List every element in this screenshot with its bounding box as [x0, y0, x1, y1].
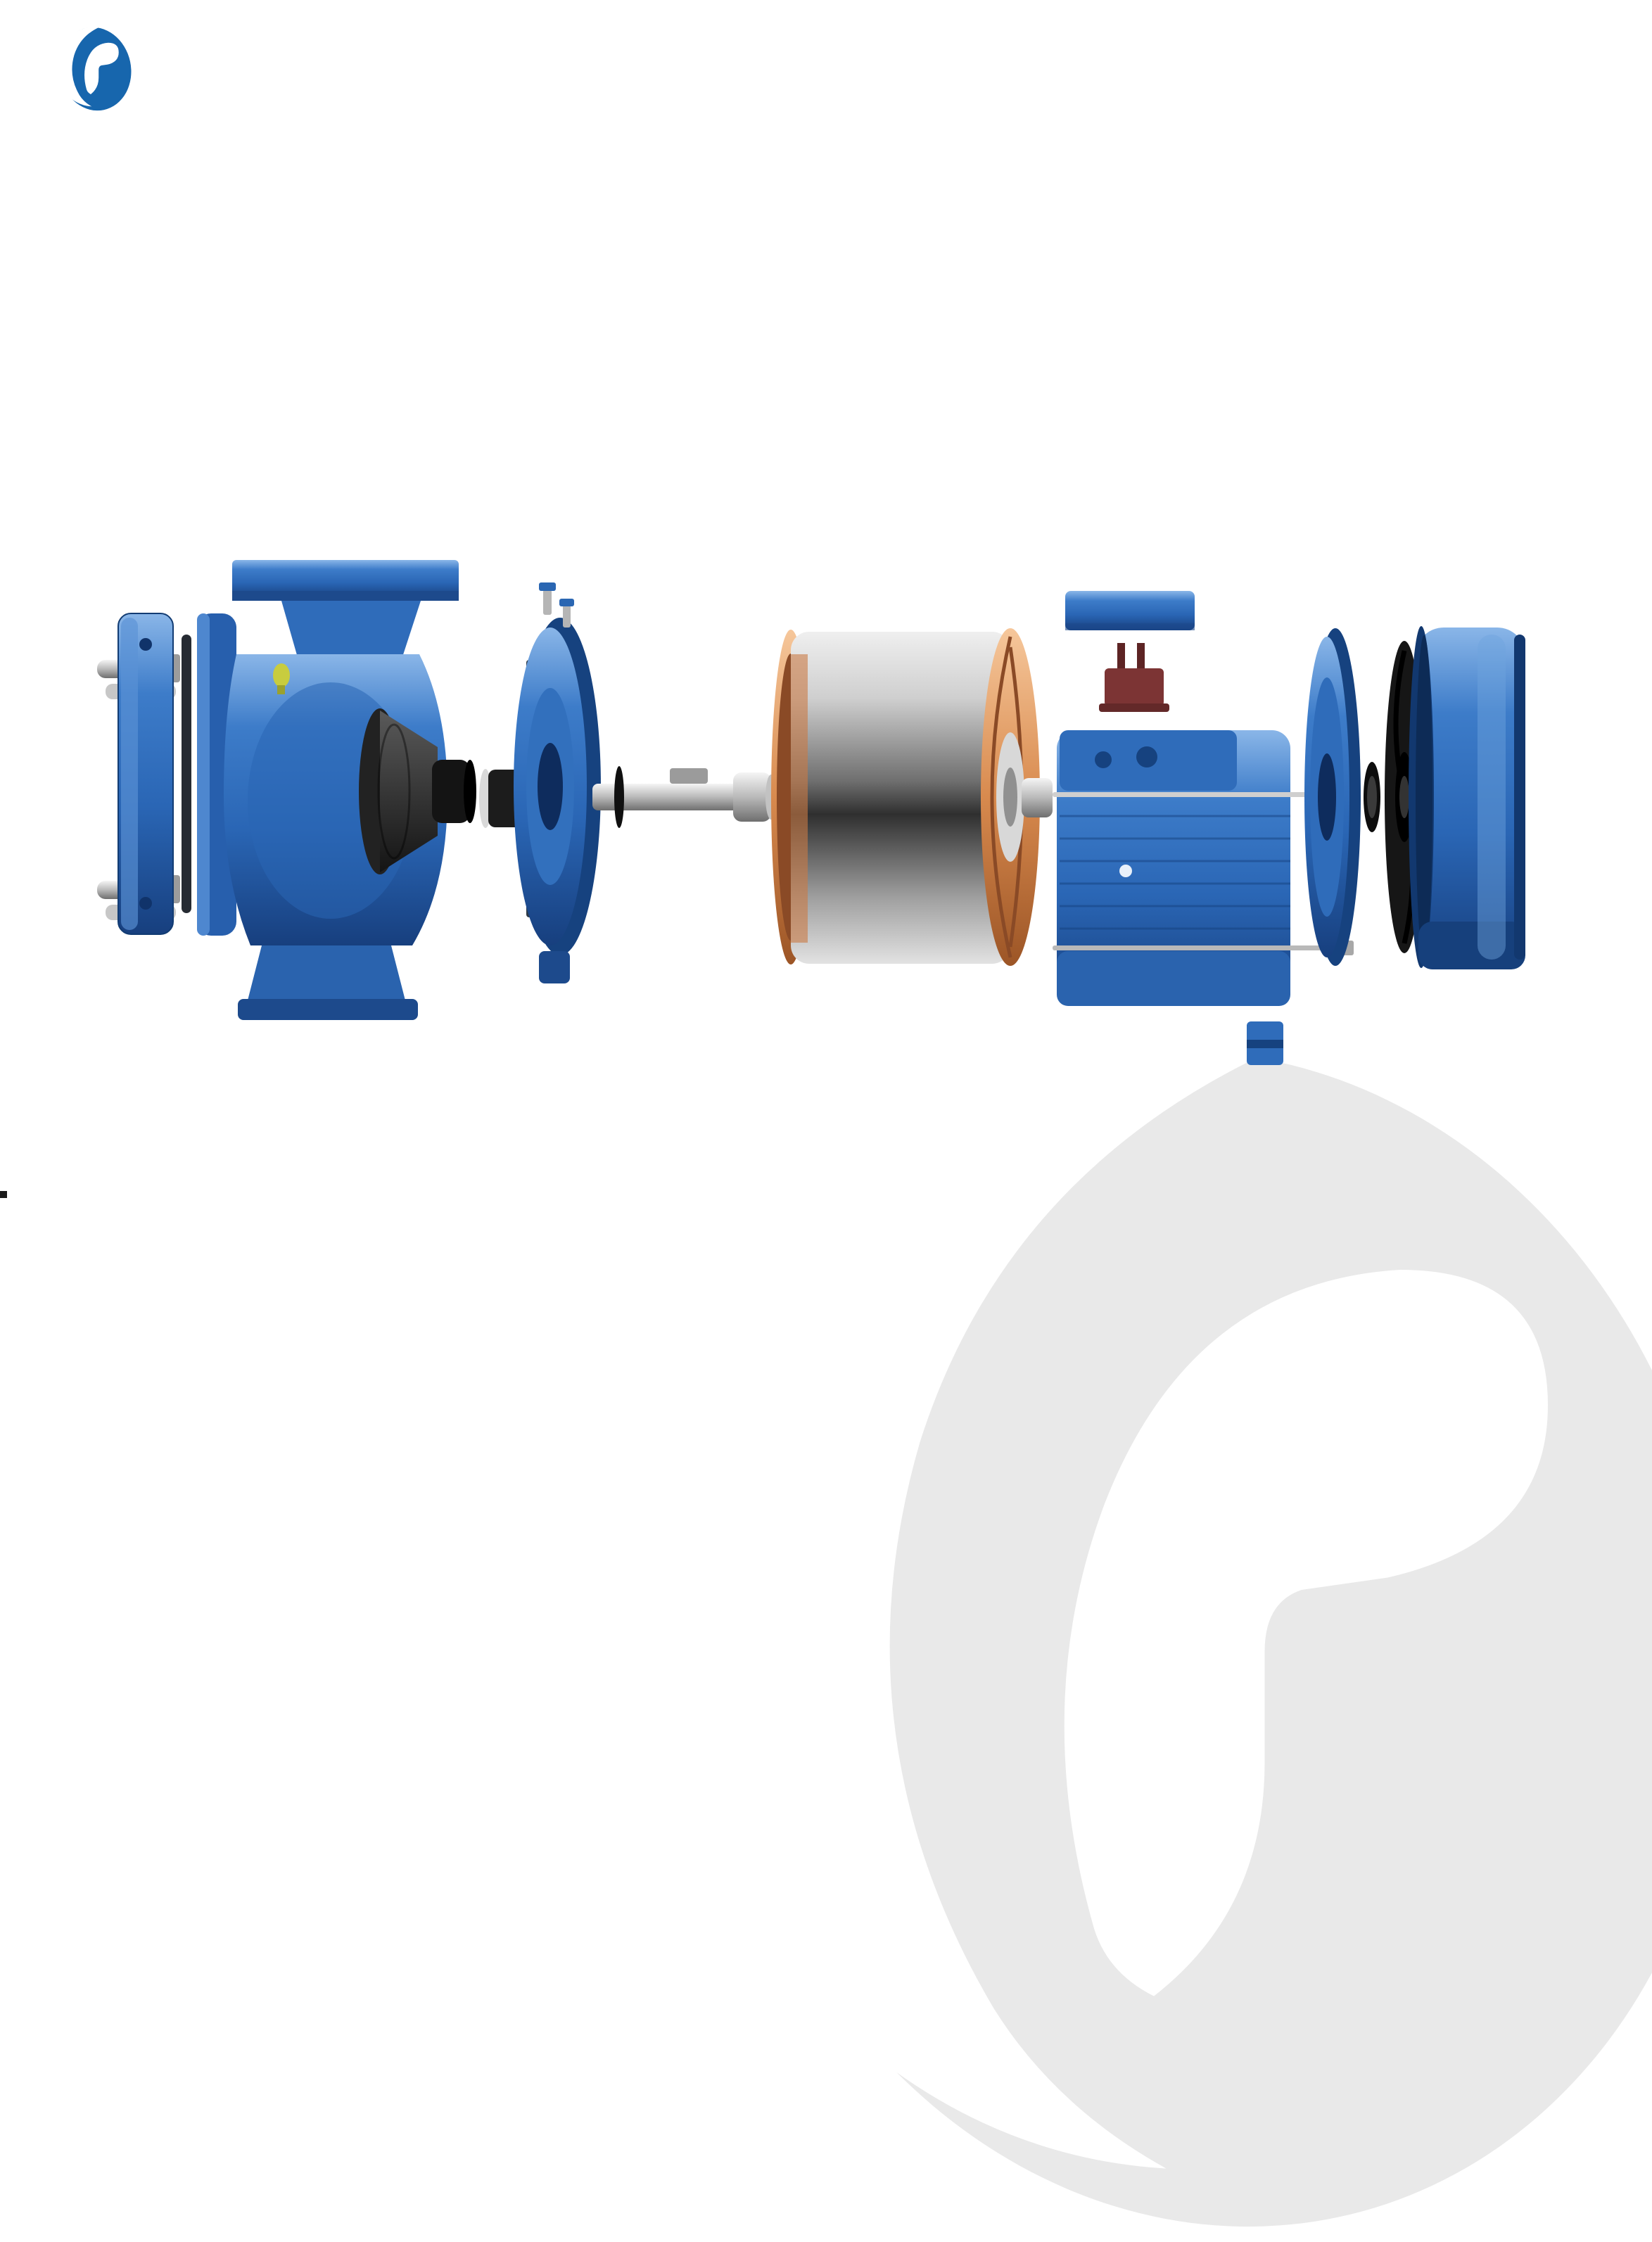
water-slinger-icon — [614, 766, 624, 828]
pump-exploded-diagram — [0, 394, 1652, 1104]
terminal-panel-icon — [1099, 643, 1169, 712]
material-table-3 — [0, 1191, 7, 1198]
armored-seal-icon — [1364, 762, 1380, 832]
fan-cowl-icon — [1409, 626, 1525, 969]
gasket-icon — [182, 635, 191, 913]
brand-logo — [51, 24, 144, 114]
pump-cover-icon — [514, 582, 601, 983]
purity-logo-icon — [51, 25, 138, 113]
support-foot-icon — [1247, 1021, 1283, 1065]
counter-flange-icon — [118, 613, 173, 934]
shaft-key-icon — [670, 768, 708, 784]
bearing-icon — [733, 772, 771, 822]
rear-cover-icon — [1304, 628, 1361, 966]
rotor-stator-icon — [771, 628, 1053, 966]
shaft-icon — [592, 766, 777, 828]
terminal-box-lid-icon — [1065, 591, 1195, 630]
